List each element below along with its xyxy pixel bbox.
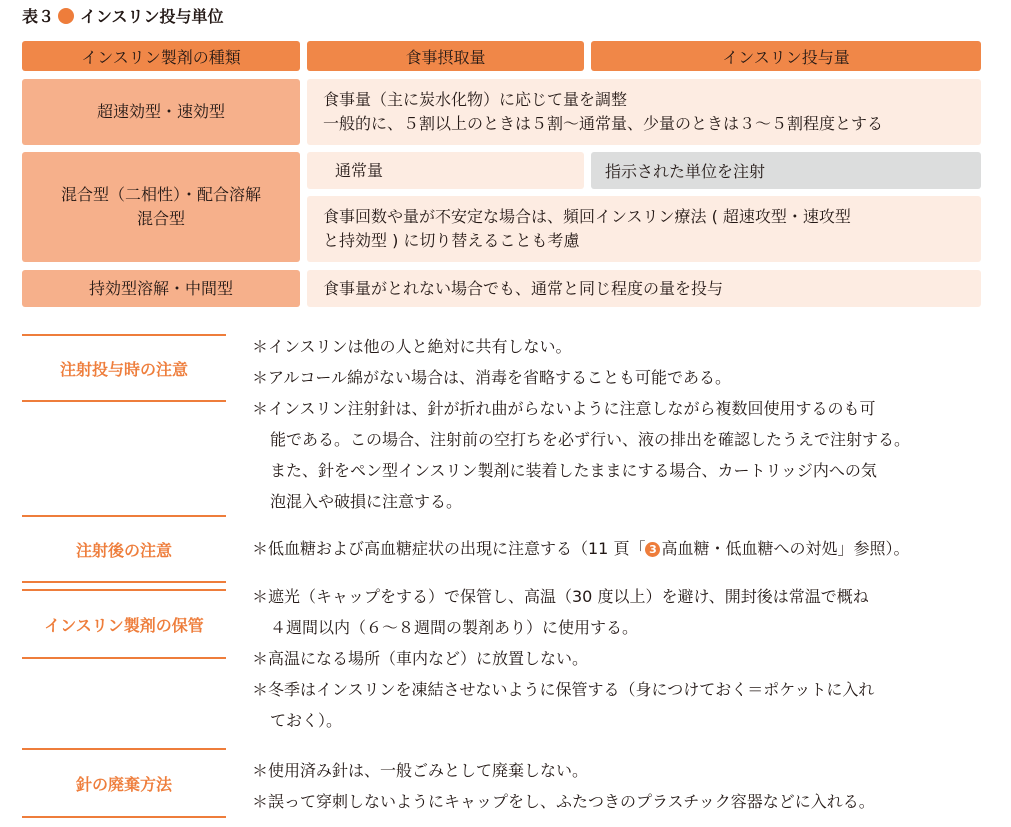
- mixed-label-line-2: 混合型: [136, 209, 185, 228]
- after-note-text-after: 高血糖・低血糖への対処」参照）。: [661, 539, 910, 558]
- header-type: インスリン製剤の種類: [22, 41, 300, 71]
- disposal-note-2: ＊誤って穿刺しないようにキャップをし、ふたつきのプラスチック容器などに入れる。: [252, 792, 875, 811]
- injection-note-2: ＊アルコール綿がない場合は、消毒を省略することも可能である。: [252, 368, 732, 387]
- section-notes-disposal: [252, 755, 875, 817]
- section-notes-injection: [252, 331, 910, 517]
- storage-note-1: ＊遮光（キャップをする）で保管し、高温（30 度以上）を避け、開封後は常温で概ね: [252, 587, 869, 606]
- mixed-intake: 通常量: [307, 152, 584, 189]
- mixed-note-line-1: 食事回数や量が不安定な場合は、頻回インスリン療法 ( 超速攻型・速攻型: [323, 207, 851, 226]
- injection-note-3: ＊インスリン注射針は、針が折れ曲がらないように注意しながら複数回使用するのも可: [252, 399, 876, 418]
- after-note-text-before: ＊低血糖および高血糖症状の出現に注意する（11 頁「: [252, 539, 646, 558]
- section-label-injection: 注射投与時の注意: [22, 334, 226, 402]
- bullet-dot-icon: [58, 8, 74, 24]
- section-notes-after: [252, 533, 909, 564]
- storage-note-3: ＊冬季はインスリンを凍結させないように保管する（身につけておく＝ポケットに入れ: [252, 680, 875, 699]
- mixed-dose: 指示された単位を注射: [591, 152, 981, 189]
- header-dose: インスリン投与量: [591, 41, 981, 71]
- storage-note-3-cont: ておく）。: [270, 711, 343, 730]
- mixed-label-line-1: 混合型（二相性）・配合溶解: [60, 185, 261, 204]
- header-intake: 食事摂取量: [307, 41, 584, 71]
- mixed-note-line-2: と持効型 ) に切り替えることも考慮: [323, 231, 580, 250]
- injection-note-1: ＊インスリンは他の人と絶対に共有しない。: [252, 337, 572, 356]
- section-label-storage: インスリン製剤の保管: [22, 589, 226, 659]
- rapid-line-1: 食事量（主に炭水化物）に応じて量を調整: [323, 90, 628, 109]
- row-label-rapid: 超速効型・速効型: [22, 79, 300, 145]
- section-label-disposal: 針の廃棄方法: [22, 748, 226, 818]
- injection-note-3-cont-3: 泡混入や破損に注意する。: [270, 492, 463, 511]
- table-number: 表３: [22, 7, 55, 26]
- rapid-line-2: 一般的に、５割以上のときは５割〜通常量、少量のときは３〜５割程度とする: [323, 114, 884, 133]
- disposal-note-1: ＊使用済み針は、一般ごみとして廃棄しない。: [252, 761, 589, 780]
- number-circle-icon: 3: [645, 542, 660, 557]
- section-notes-storage: [252, 581, 874, 736]
- injection-note-3-cont-2: また、針をペン型インスリン製剤に装着したままにする場合、カートリッジ内への気: [270, 461, 877, 480]
- table-title-text: インスリン投与単位: [80, 7, 224, 26]
- injection-note-3-cont-1: 能である。この場合、注射前の空打ちを必ず行い、液の排出を確認したうえで注射する。: [270, 430, 911, 449]
- row-label-long: 持効型溶解・中間型: [22, 270, 300, 307]
- after-note-1: [252, 533, 909, 564]
- mixed-note: [307, 196, 981, 262]
- row-content-rapid: [307, 79, 981, 145]
- storage-note-1-cont: ４週間以内（６〜８週間の製剤あり）に使用する。: [270, 618, 639, 637]
- table-title: [22, 4, 224, 27]
- storage-note-2: ＊高温になる場所（車内など）に放置しない。: [252, 649, 589, 668]
- row-content-long: 食事量がとれない場合でも、通常と同じ程度の量を投与: [307, 270, 981, 307]
- row-label-mixed: [22, 152, 300, 262]
- section-label-after: 注射後の注意: [22, 515, 226, 583]
